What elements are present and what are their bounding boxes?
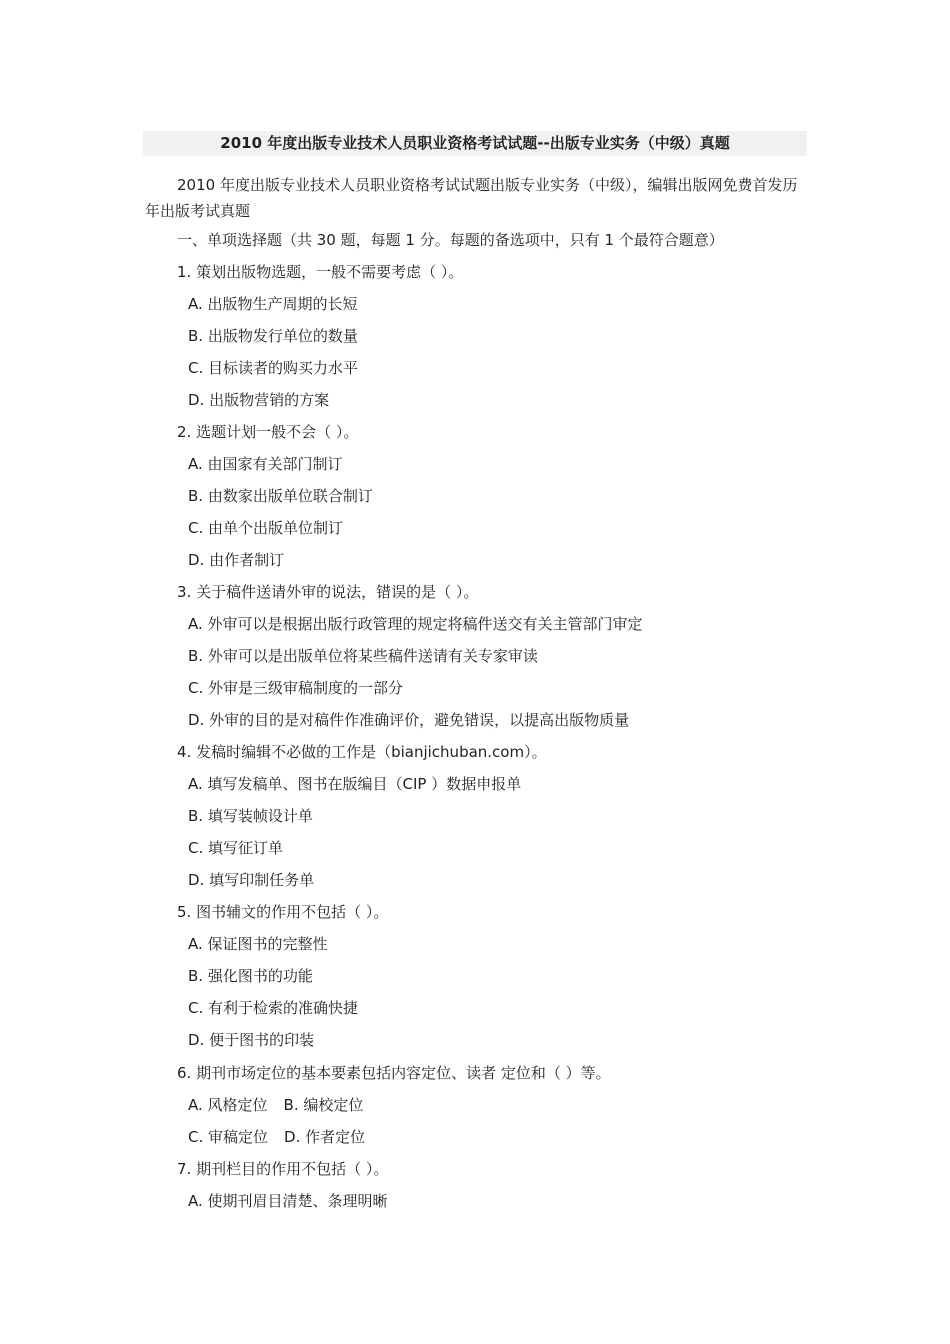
question-4-option-a: A. 填写发稿单、图书在版编目（CIP ）数据申报单	[188, 775, 522, 793]
question-2-option-b: B. 由数家出版单位联合制订	[188, 487, 373, 505]
question-6-stem: 6. 期刊市场定位的基本要素包括内容定位、读者 定位和（ ）等。	[177, 1064, 611, 1082]
question-4-option-d: D. 填写印制任务单	[188, 871, 315, 889]
question-3-option-a: A. 外审可以是根据出版行政管理的规定将稿件送交有关主管部门审定	[188, 615, 643, 633]
question-3-option-c: C. 外审是三级审稿制度的一部分	[188, 679, 404, 697]
section-heading: 一、单项选择题（共 30 题，每题 1 分。每题的备选项中，只有 1 个最符合题意）	[177, 231, 724, 249]
question-3-option-b: B. 外审可以是出版单位将某些稿件送请有关专家审读	[188, 647, 538, 665]
question-3-stem: 3. 关于稿件送请外审的说法，错误的是（ ）。	[177, 583, 479, 601]
question-1-option-c: C. 目标读者的购买力水平	[188, 359, 359, 377]
question-6-option-d: D. 作者定位	[284, 1128, 366, 1146]
question-7-stem: 7. 期刊栏目的作用不包括（ ）。	[177, 1160, 389, 1178]
intro-paragraph: 2010 年度出版专业技术人员职业资格考试试题出版专业实务（中级），编辑出版网免费首发历年出版考试真题	[145, 176, 798, 220]
question-6-option-b: B. 编校定位	[283, 1096, 364, 1114]
question-1-stem: 1. 策划出版物选题，一般不需要考虑（ ）。	[177, 263, 464, 281]
question-2-option-c: C. 由单个出版单位制订	[188, 519, 344, 537]
question-6-option-row-1	[188, 1094, 363, 1116]
question-6-option-a: A. 风格定位	[188, 1096, 268, 1114]
question-3-option-d: D. 外审的目的是对稿件作准确评价，避免错误，以提高出版物质量	[188, 711, 630, 729]
question-6-option-row-2	[188, 1126, 365, 1148]
question-5-option-c: C. 有利于检索的准确快捷	[188, 999, 359, 1017]
question-5-option-b: B. 强化图书的功能	[188, 967, 313, 985]
question-2-option-d: D. 由作者制订	[188, 551, 285, 569]
question-5-option-a: A. 保证图书的完整性	[188, 935, 328, 953]
question-1-option-b: B. 出版物发行单位的数量	[188, 327, 358, 345]
question-7-option-a: A. 使期刊眉目清楚、条理明晰	[188, 1192, 388, 1210]
question-5-stem: 5. 图书辅文的作用不包括（ ）。	[177, 903, 389, 921]
question-5-option-d: D. 便于图书的印装	[188, 1031, 315, 1049]
question-6-option-c: C. 审稿定位	[188, 1128, 269, 1146]
question-1-option-a: A. 出版物生产周期的长短	[188, 295, 358, 313]
question-4-option-b: B. 填写装帧设计单	[188, 807, 313, 825]
question-1-option-d: D. 出版物营销的方案	[188, 391, 330, 409]
question-4-option-c: C. 填写征订单	[188, 839, 284, 857]
question-2-stem: 2. 选题计划一般不会（ ）。	[177, 423, 359, 441]
question-2-option-a: A. 由国家有关部门制订	[188, 455, 343, 473]
document-title: 2010 年度出版专业技术人员职业资格考试试题--出版专业实务（中级）真题	[143, 131, 807, 156]
question-4-stem: 4. 发稿时编辑不必做的工作是（bianjichuban.com）。	[177, 743, 547, 761]
